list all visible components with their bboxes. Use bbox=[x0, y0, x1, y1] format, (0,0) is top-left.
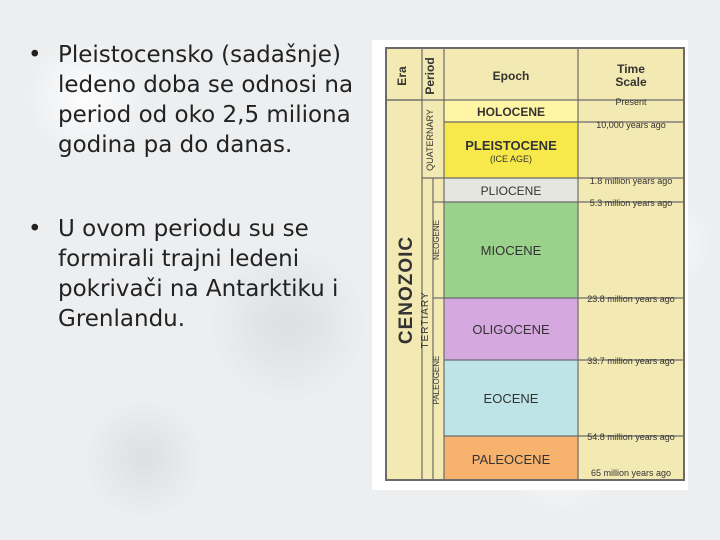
epoch-name: PLEISTOCENE bbox=[465, 138, 557, 153]
time-scale-column bbox=[578, 100, 684, 480]
timescale-svg bbox=[372, 40, 688, 490]
epoch-name: OLIGOCENE bbox=[472, 322, 550, 337]
time-label: 54.8 million years ago bbox=[587, 432, 675, 442]
epoch-name: HOLOCENE bbox=[476, 105, 546, 119]
time-label: Present bbox=[615, 97, 647, 107]
bullet-text: U ovom periodu su se formirali trajni ledeni pokrivači na Antarktiku i Grenlandu. bbox=[58, 216, 339, 332]
time-scale-header-line1: Time bbox=[617, 62, 645, 76]
epoch-name: EOCENE bbox=[483, 391, 539, 406]
era-header: Era bbox=[395, 66, 409, 86]
period-header: Period bbox=[423, 57, 437, 95]
period-quaternary-label: QUATERNARY bbox=[425, 109, 435, 171]
epoch-name: MIOCENE bbox=[480, 243, 542, 258]
time-label: 23.8 million years ago bbox=[587, 294, 675, 304]
geologic-timescale-figure bbox=[372, 40, 688, 490]
time-label: 5.3 million years ago bbox=[589, 198, 673, 208]
bullet-marker: • bbox=[28, 42, 42, 68]
epoch-sub-label: (ICE AGE) bbox=[489, 154, 533, 164]
time-label: 1.8 million years ago bbox=[589, 176, 673, 186]
bullet-text: Pleistocensko (sadašnje) ledeno doba se odnosi na period od oko 2,5 miliona godina pa do danas. bbox=[58, 42, 354, 158]
time-label: 33.7 million years ago bbox=[587, 356, 675, 366]
period-tertiary-label: TERTIARY bbox=[420, 291, 431, 349]
era-label: CENOZOIC bbox=[396, 235, 417, 345]
time-label: 65 million years ago bbox=[590, 468, 672, 478]
epoch-name: PLIOCENE bbox=[480, 184, 542, 198]
epoch-name: PALEOCENE bbox=[471, 452, 551, 467]
epoch-header: Epoch bbox=[492, 69, 530, 83]
bullet-list bbox=[28, 40, 378, 334]
time-scale-header-line2: Scale bbox=[615, 75, 647, 89]
bullet-item bbox=[28, 214, 378, 334]
subperiod-neogene-label: NEOGENE bbox=[432, 219, 441, 261]
bullet-item bbox=[28, 40, 378, 160]
time-label: 10,000 years ago bbox=[596, 120, 666, 130]
bullet-marker: • bbox=[28, 216, 42, 242]
subperiod-paleogene-label: PALEOGENE bbox=[432, 355, 441, 405]
